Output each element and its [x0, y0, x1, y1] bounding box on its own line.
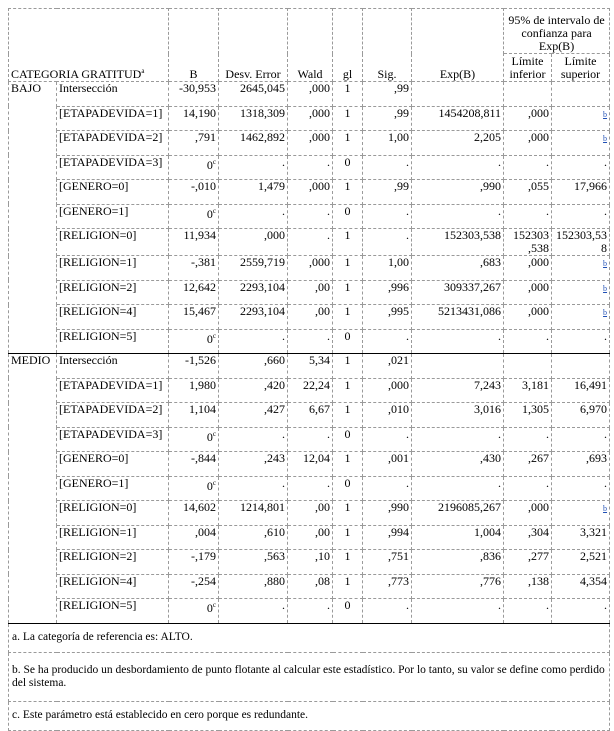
- wald-cell: ,000: [288, 180, 333, 205]
- footnote-c-marker: c: [212, 478, 217, 487]
- upper-cell: 152303,53 8: [552, 229, 610, 256]
- table-row: [9, 106, 610, 131]
- table-row: [9, 354, 610, 379]
- wald-cell: .: [288, 155, 333, 180]
- upper-cell: .: [552, 427, 610, 452]
- table-row: [9, 229, 610, 256]
- expb-cell: 1454208,811: [412, 106, 504, 131]
- upper-cell: 6,970: [552, 403, 610, 428]
- wald-cell: ,00: [288, 280, 333, 305]
- sig-cell: .: [363, 329, 412, 354]
- parameter-cell: [RELIGION=4]: [57, 574, 169, 599]
- footnote-b-marker: b: [603, 134, 608, 143]
- upper-cell: [552, 501, 610, 526]
- wald-cell: 22,24: [288, 378, 333, 403]
- b-cell: 1,980: [169, 378, 219, 403]
- table-row: [9, 403, 610, 428]
- parameter-cell: [ETAPADEVIDA=1]: [57, 378, 169, 403]
- se-cell: ,000: [219, 229, 288, 256]
- gl-cell: 0: [333, 599, 363, 624]
- wald-cell: ,000: [288, 82, 333, 107]
- b-cell: 12,642: [169, 280, 219, 305]
- table-row: [9, 256, 610, 281]
- upper-cell: [552, 280, 610, 305]
- expb-cell: .: [412, 427, 504, 452]
- table-row: [9, 525, 610, 550]
- parameter-cell: [RELIGION=0]: [57, 229, 169, 256]
- wald-cell: 6,67: [288, 403, 333, 428]
- sig-cell: 1,00: [363, 256, 412, 281]
- table-row: [9, 501, 610, 526]
- parameter-cell: [GENERO=0]: [57, 180, 169, 205]
- table-row: [9, 305, 610, 330]
- sig-cell: 1,00: [363, 131, 412, 156]
- lower-cell: ,000: [504, 280, 552, 305]
- lower-cell: .: [504, 155, 552, 180]
- se-cell: ,660: [219, 354, 288, 379]
- col-expb: Exp(B): [412, 9, 504, 82]
- lower-cell: ,000: [504, 305, 552, 330]
- se-cell: 2645,045: [219, 82, 288, 107]
- expb-cell: ,776: [412, 574, 504, 599]
- gl-cell: 1: [333, 501, 363, 526]
- b-cell: -,010: [169, 180, 219, 205]
- expb-cell: 5213431,086: [412, 305, 504, 330]
- table-row: [9, 180, 610, 205]
- parameter-estimates-table: [8, 8, 610, 731]
- se-cell: 1318,309: [219, 106, 288, 131]
- sig-cell: ,996: [363, 280, 412, 305]
- table-row: [9, 329, 610, 354]
- se-cell: ,563: [219, 550, 288, 575]
- footnote-c: c. Este parámetro está establecido en cero porque es redundante.: [9, 701, 610, 730]
- table-row: [9, 378, 610, 403]
- category-header: CATEGORIA GRATITUD$^a$: [9, 9, 169, 82]
- expb-cell: 3,016: [412, 403, 504, 428]
- b-cell: ,791: [169, 131, 219, 156]
- parameter-cell: [RELIGION=0]: [57, 501, 169, 526]
- b-cell: 0$^c$: [169, 329, 219, 354]
- parameter-cell: [GENERO=1]: [57, 204, 169, 229]
- footnote-b-marker: b: [603, 259, 608, 268]
- b-cell: 11,934: [169, 229, 219, 256]
- parameter-cell: [RELIGION=4]: [57, 305, 169, 330]
- upper-cell: .: [552, 155, 610, 180]
- gl-cell: 1: [333, 574, 363, 599]
- col-b: B: [169, 9, 219, 82]
- upper-cell: 4,354: [552, 574, 610, 599]
- wald-cell: ,000: [288, 256, 333, 281]
- lower-cell: 152303 ,538: [504, 229, 552, 256]
- b-cell: 14,602: [169, 501, 219, 526]
- expb-cell: 309337,267: [412, 280, 504, 305]
- upper-cell: 2,521: [552, 550, 610, 575]
- gl-cell: 1: [333, 280, 363, 305]
- wald-cell: .: [288, 599, 333, 624]
- se-cell: .: [219, 329, 288, 354]
- gl-cell: 1: [333, 229, 363, 256]
- sig-cell: ,99: [363, 180, 412, 205]
- sig-cell: ,000: [363, 378, 412, 403]
- table-row: [9, 427, 610, 452]
- upper-cell: 3,321: [552, 525, 610, 550]
- expb-cell: 7,243: [412, 378, 504, 403]
- table-header: [9, 9, 610, 82]
- sig-cell: ,994: [363, 525, 412, 550]
- expb-cell: .: [412, 329, 504, 354]
- sig-cell: ,99: [363, 106, 412, 131]
- wald-cell: ,000: [288, 131, 333, 156]
- se-cell: ,880: [219, 574, 288, 599]
- lower-cell: ,304: [504, 525, 552, 550]
- lower-cell: [504, 354, 552, 379]
- upper-cell: [552, 354, 610, 379]
- parameter-cell: [ETAPADEVIDA=1]: [57, 106, 169, 131]
- upper-cell: 17,966: [552, 180, 610, 205]
- b-cell: 14,190: [169, 106, 219, 131]
- parameter-cell: [GENERO=0]: [57, 452, 169, 477]
- parameter-cell: Intersección: [57, 82, 169, 107]
- lower-cell: ,000: [504, 256, 552, 281]
- upper-cell: [552, 305, 610, 330]
- sig-cell: ,773: [363, 574, 412, 599]
- parameter-cell: [ETAPADEVIDA=2]: [57, 131, 169, 156]
- lower-cell: ,000: [504, 131, 552, 156]
- wald-cell: 5,34: [288, 354, 333, 379]
- gl-cell: 0: [333, 476, 363, 501]
- expb-cell: 152303,538: [412, 229, 504, 256]
- footnote-b: b. Se ha producido un desbordamiento de punto flotante al calcular este estadístico. Por lo tanto, su valor se define como perdido del sistema.: [9, 652, 610, 701]
- col-se: Desv. Error: [219, 9, 288, 82]
- upper-cell: .: [552, 204, 610, 229]
- expb-cell: ,836: [412, 550, 504, 575]
- expb-cell: ,430: [412, 452, 504, 477]
- col-wald: Wald: [288, 9, 333, 82]
- parameter-cell: [GENERO=1]: [57, 476, 169, 501]
- expb-cell: [412, 354, 504, 379]
- b-cell: -,179: [169, 550, 219, 575]
- footnote-b-marker: b: [603, 283, 608, 293]
- lower-cell: ,267: [504, 452, 552, 477]
- footnote-b-marker: b: [603, 109, 608, 119]
- expb-cell: .: [412, 599, 504, 624]
- col-lower: Límite inferior: [504, 54, 552, 82]
- table-body: [9, 82, 610, 624]
- lower-cell: [504, 82, 552, 107]
- b-cell: 15,467: [169, 305, 219, 330]
- expb-cell: 2196085,267: [412, 501, 504, 526]
- footnote-b-marker: b: [603, 504, 608, 513]
- lower-cell: .: [504, 476, 552, 501]
- wald-cell: ,00: [288, 305, 333, 330]
- se-cell: .: [219, 204, 288, 229]
- b-cell: 0$^c$: [169, 427, 219, 452]
- upper-cell: [552, 82, 610, 107]
- upper-cell: .: [552, 599, 610, 624]
- wald-cell: .: [288, 229, 333, 256]
- b-cell: 0$^c$: [169, 155, 219, 180]
- se-cell: ,427: [219, 403, 288, 428]
- se-cell: 1214,801: [219, 501, 288, 526]
- se-cell: 2293,104: [219, 305, 288, 330]
- ci-group-header: 95% de intervalo de confianza para Exp(B): [504, 9, 610, 54]
- sig-cell: .: [363, 155, 412, 180]
- lower-cell: 1,305: [504, 403, 552, 428]
- upper-cell: ,693: [552, 452, 610, 477]
- b-cell: ,004: [169, 525, 219, 550]
- lower-cell: .: [504, 599, 552, 624]
- wald-cell: 12,04: [288, 452, 333, 477]
- parameter-cell: [RELIGION=2]: [57, 550, 169, 575]
- wald-cell: ,10: [288, 550, 333, 575]
- wald-cell: ,08: [288, 574, 333, 599]
- se-cell: .: [219, 599, 288, 624]
- upper-cell: [552, 106, 610, 131]
- col-gl: gl: [333, 9, 363, 82]
- sig-cell: ,001: [363, 452, 412, 477]
- parameter-cell: [ETAPADEVIDA=3]: [57, 155, 169, 180]
- expb-cell: ,683: [412, 256, 504, 281]
- lower-cell: ,000: [504, 501, 552, 526]
- expb-cell: 1,004: [412, 525, 504, 550]
- col-sig: Sig.: [363, 9, 412, 82]
- parameter-cell: [RELIGION=5]: [57, 329, 169, 354]
- table-row: [9, 280, 610, 305]
- gl-cell: 1: [333, 550, 363, 575]
- wald-cell: ,00: [288, 525, 333, 550]
- gl-cell: 1: [333, 403, 363, 428]
- wald-cell: .: [288, 427, 333, 452]
- parameter-estimates-table-wrapper: [8, 8, 609, 731]
- gl-cell: 1: [333, 305, 363, 330]
- sig-cell: ,995: [363, 305, 412, 330]
- table-row: [9, 476, 610, 501]
- wald-cell: ,00: [288, 501, 333, 526]
- lower-cell: .: [504, 204, 552, 229]
- lower-cell: ,000: [504, 106, 552, 131]
- gl-cell: 1: [333, 525, 363, 550]
- gl-cell: 1: [333, 452, 363, 477]
- gl-cell: 0: [333, 329, 363, 354]
- upper-cell: [552, 256, 610, 281]
- se-cell: 2293,104: [219, 280, 288, 305]
- footnote-c-marker: c: [212, 206, 217, 215]
- upper-cell: .: [552, 476, 610, 501]
- table-row: [9, 599, 610, 624]
- gl-cell: 1: [333, 354, 363, 379]
- wald-cell: .: [288, 204, 333, 229]
- table-row: [9, 82, 610, 107]
- wald-cell: .: [288, 329, 333, 354]
- lower-cell: .: [504, 329, 552, 354]
- gl-cell: 0: [333, 204, 363, 229]
- b-cell: 0$^c$: [169, 204, 219, 229]
- upper-cell: 16,491: [552, 378, 610, 403]
- lower-cell: ,055: [504, 180, 552, 205]
- gl-cell: 1: [333, 131, 363, 156]
- lower-cell: ,277: [504, 550, 552, 575]
- se-cell: ,243: [219, 452, 288, 477]
- gl-cell: 1: [333, 82, 363, 107]
- sig-cell: .: [363, 204, 412, 229]
- b-cell: -1,526: [169, 354, 219, 379]
- lower-cell: 3,181: [504, 378, 552, 403]
- expb-cell: .: [412, 155, 504, 180]
- table-row: [9, 452, 610, 477]
- sig-cell: .: [363, 599, 412, 624]
- wald-cell: .: [288, 476, 333, 501]
- expb-cell: 2,205: [412, 131, 504, 156]
- se-cell: .: [219, 476, 288, 501]
- table-row: [9, 204, 610, 229]
- gl-cell: 1: [333, 378, 363, 403]
- parameter-cell: [ETAPADEVIDA=2]: [57, 403, 169, 428]
- sig-cell: ,010: [363, 403, 412, 428]
- expb-cell: .: [412, 476, 504, 501]
- upper-cell: .: [552, 329, 610, 354]
- gl-cell: 1: [333, 106, 363, 131]
- parameter-cell: [RELIGION=1]: [57, 525, 169, 550]
- footnote-c-marker: c: [212, 331, 217, 340]
- b-cell: -30,953: [169, 82, 219, 107]
- wald-cell: ,000: [288, 106, 333, 131]
- expb-cell: ,990: [412, 180, 504, 205]
- table-row: [9, 155, 610, 180]
- b-cell: -,254: [169, 574, 219, 599]
- se-cell: 1,479: [219, 180, 288, 205]
- se-cell: ,420: [219, 378, 288, 403]
- b-cell: 0$^c$: [169, 599, 219, 624]
- b-cell: -,844: [169, 452, 219, 477]
- se-cell: .: [219, 155, 288, 180]
- sig-cell: .: [363, 229, 412, 256]
- parameter-cell: [ETAPADEVIDA=3]: [57, 427, 169, 452]
- table-row: [9, 574, 610, 599]
- col-upper: Límite superior: [552, 54, 610, 82]
- sig-cell: ,990: [363, 501, 412, 526]
- footnote-b-marker: b: [603, 308, 608, 317]
- lower-cell: ,138: [504, 574, 552, 599]
- footnote-c-marker: c: [212, 429, 217, 438]
- b-cell: -,381: [169, 256, 219, 281]
- gl-cell: 0: [333, 155, 363, 180]
- footnote-c-marker: c: [212, 157, 217, 166]
- group-label: MEDIO: [9, 354, 57, 624]
- sig-cell: .: [363, 427, 412, 452]
- sig-cell: ,021: [363, 354, 412, 379]
- parameter-cell: Intersección: [57, 354, 169, 379]
- table-row: [9, 550, 610, 575]
- lower-cell: .: [504, 427, 552, 452]
- parameter-cell: [RELIGION=1]: [57, 256, 169, 281]
- gl-cell: 1: [333, 256, 363, 281]
- footnote-a: a. La categoría de referencia es: ALTO.: [9, 623, 610, 652]
- se-cell: 1462,892: [219, 131, 288, 156]
- footnote-c-marker: c: [212, 601, 217, 609]
- footnotes: [9, 623, 610, 730]
- se-cell: ,610: [219, 525, 288, 550]
- b-cell: 1,104: [169, 403, 219, 428]
- table-row: [9, 131, 610, 156]
- upper-cell: [552, 131, 610, 156]
- sig-cell: ,99: [363, 82, 412, 107]
- gl-cell: 0: [333, 427, 363, 452]
- parameter-cell: [RELIGION=2]: [57, 280, 169, 305]
- b-cell: 0$^c$: [169, 476, 219, 501]
- expb-cell: [412, 82, 504, 107]
- se-cell: 2559,719: [219, 256, 288, 281]
- expb-cell: .: [412, 204, 504, 229]
- parameter-cell: [RELIGION=5]: [57, 599, 169, 624]
- se-cell: .: [219, 427, 288, 452]
- sig-cell: .: [363, 476, 412, 501]
- gl-cell: 1: [333, 180, 363, 205]
- group-label: BAJO: [9, 82, 57, 354]
- sig-cell: ,751: [363, 550, 412, 575]
